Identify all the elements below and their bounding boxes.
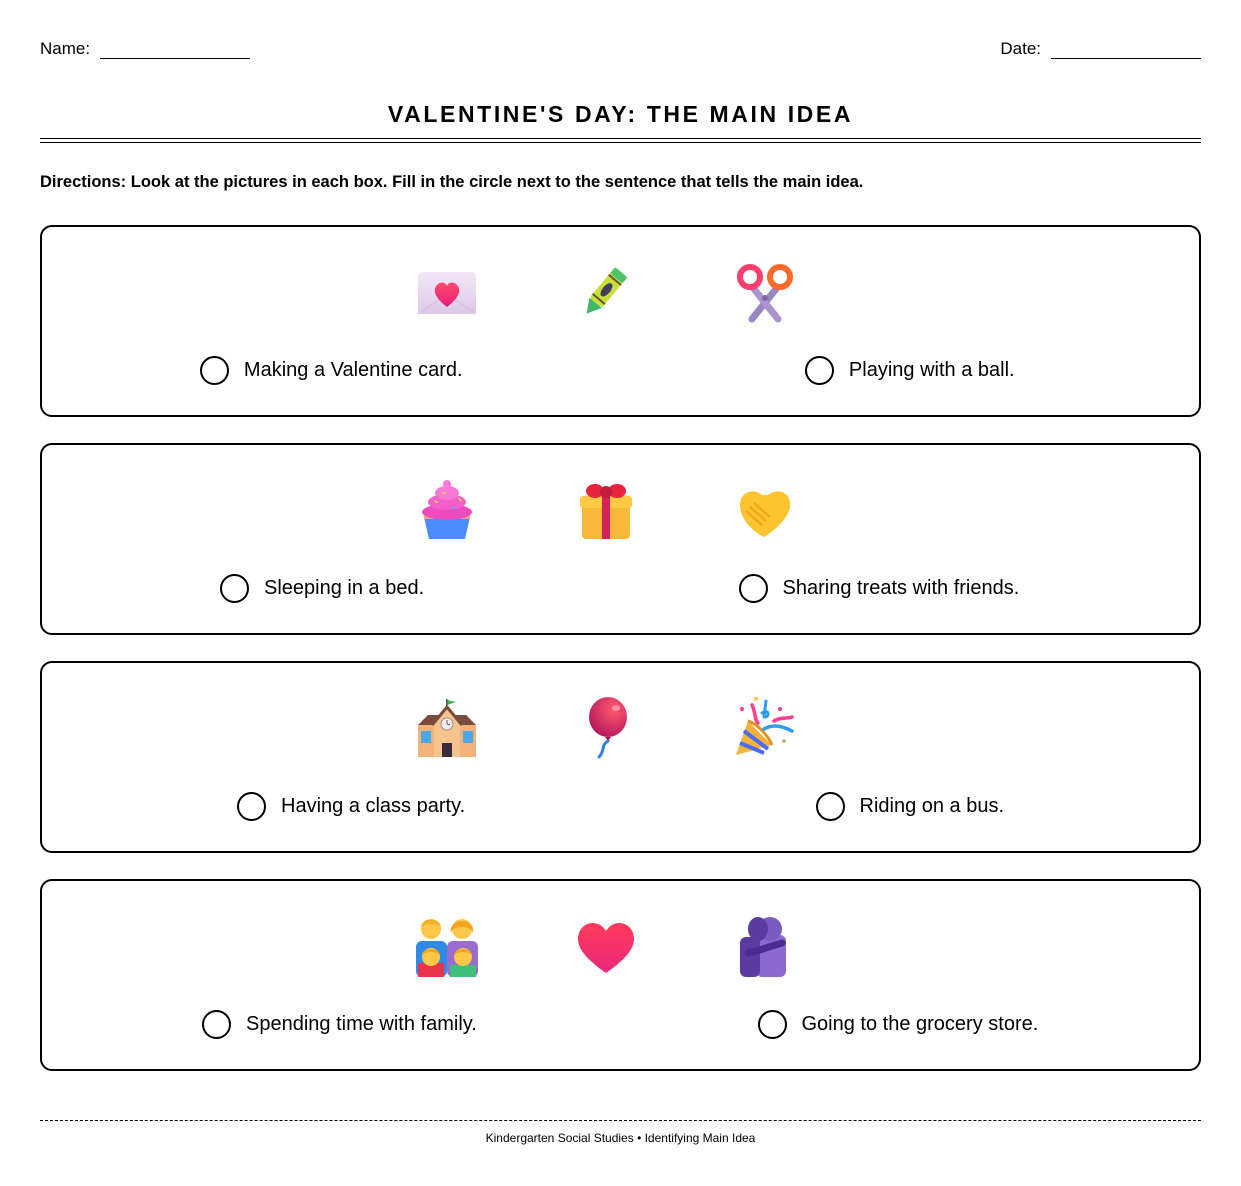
balloon-icon [575,697,637,759]
directions-text: Directions: Look at the pictures in each box. Fill in the circle next to the sentence that tells the main idea. [40,173,864,191]
cupcake-icon [416,479,478,541]
answer-text: Making a Valentine card. [243,358,463,381]
title-divider [40,138,1201,143]
people-hugging-icon [734,915,796,977]
footer-divider [40,1120,1201,1121]
red-heart-icon [575,915,637,977]
answer-bubble[interactable] [739,574,768,603]
date-blank-line[interactable] [1051,58,1201,59]
answer-options [42,573,1199,603]
answer-bubble[interactable] [220,574,249,603]
crayon-icon [575,261,637,323]
answer-option[interactable] [220,574,424,603]
question-box-1 [40,225,1201,417]
answer-text: Riding on a bus. [859,794,1005,817]
date-label: Date: [1000,39,1041,58]
answer-bubble[interactable] [237,792,266,821]
answer-option[interactable] [202,1010,477,1039]
answer-text: Playing with a ball. [848,358,1015,381]
answer-options [42,355,1199,385]
answer-option[interactable] [758,1010,1039,1039]
scissors-icon [734,261,796,323]
answer-option[interactable] [739,574,1020,603]
gift-icon [575,479,637,541]
question-box-2 [40,443,1201,635]
name-blank-line[interactable] [100,58,250,59]
answer-options [42,791,1199,821]
picture-row [42,915,1203,977]
picture-row [42,261,1203,323]
answer-text: Sleeping in a bed. [264,576,425,599]
answer-option[interactable] [237,792,465,821]
family-icon [416,915,478,977]
picture-row [42,479,1203,541]
question-box-3 [40,661,1201,853]
answer-text: Having a class party. [281,794,466,817]
header-row [40,38,1201,62]
answer-bubble[interactable] [805,356,834,385]
answer-text: Sharing treats with friends. [782,576,1020,599]
answer-bubble[interactable] [758,1010,787,1039]
school-icon [416,697,478,759]
party-popper-icon [734,697,796,759]
answer-options [42,1009,1199,1039]
date-field [1000,38,1201,60]
name-field [40,38,250,60]
answer-bubble[interactable] [202,1010,231,1039]
handshake-icon [734,479,796,541]
answer-text: Going to the grocery store. [801,1012,1039,1035]
question-box-4 [40,879,1201,1071]
picture-row [42,697,1203,759]
footer-text: Kindergarten Social Studies • Identifying Main Idea [485,1131,756,1145]
love-letter-icon [416,261,478,323]
name-label: Name: [40,39,91,58]
page-title: VALENTINE'S DAY: THE MAIN IDEA [387,101,854,127]
answer-option[interactable] [816,792,1005,821]
answer-option[interactable] [200,356,463,385]
answer-text: Spending time with family. [246,1012,477,1035]
answer-option[interactable] [805,356,1015,385]
answer-bubble[interactable] [200,356,229,385]
answer-bubble[interactable] [816,792,845,821]
